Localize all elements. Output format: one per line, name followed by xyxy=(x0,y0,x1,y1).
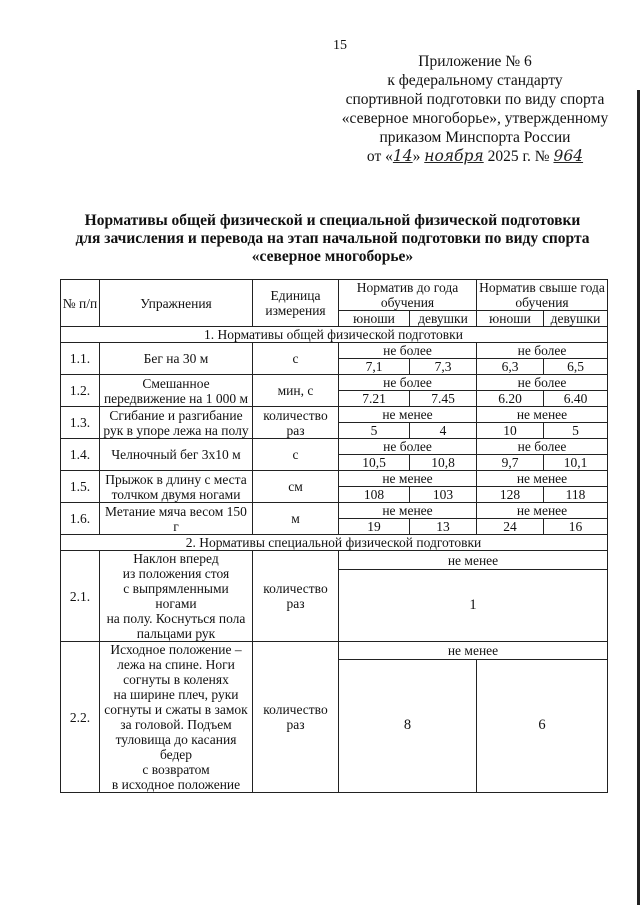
row-condition: не менее xyxy=(339,551,608,570)
value-before-boys: 7.21 xyxy=(339,391,410,407)
value-all: 1 xyxy=(339,570,608,642)
section-title: 2. Нормативы специальной физической подготовки xyxy=(61,535,608,551)
row-num: 1.4. xyxy=(61,439,100,471)
value-after-girls: 118 xyxy=(544,487,608,503)
value-after-girls: 10,1 xyxy=(544,455,608,471)
row-condition: не менее xyxy=(339,471,477,487)
header-group-before: Норматив до года обучения xyxy=(339,280,477,311)
section-title: 1. Нормативы общей физической подготовки xyxy=(61,327,608,343)
row-condition: не более xyxy=(339,439,477,455)
row-condition: не менее xyxy=(477,471,608,487)
appendix-header xyxy=(330,52,620,166)
row-condition: не более xyxy=(477,343,608,359)
row-unit: мин, с xyxy=(253,375,339,407)
exercise-line: туловища до касания бедер xyxy=(115,732,237,762)
header-boys: юноши xyxy=(339,311,410,327)
row-exercise: Метание мяча весом 150 г xyxy=(100,503,253,535)
exercise-line: из положения стоя xyxy=(122,566,230,581)
row-num: 1.6. xyxy=(61,503,100,535)
row-exercise: Бег на 30 м xyxy=(100,343,253,375)
row-condition: не менее xyxy=(477,503,608,519)
exercise-line: лежа на спине. Ноги xyxy=(117,657,235,672)
value-after-all: 6 xyxy=(477,659,608,792)
value-after-boys: 24 xyxy=(477,519,544,535)
row-unit: количество раз xyxy=(253,551,339,642)
exercise-line: согнуты в коленях xyxy=(123,672,229,687)
header-girls: девушки xyxy=(410,311,477,327)
value-before-girls: 4 xyxy=(410,423,477,439)
row-condition: не менее xyxy=(339,503,477,519)
value-after-boys: 6.20 xyxy=(477,391,544,407)
header-num: № п/п xyxy=(61,280,100,327)
value-before-all: 8 xyxy=(339,659,477,792)
date-day-handwritten: 14 xyxy=(392,147,413,165)
exercise-line: на ширине плеч, руки xyxy=(113,687,239,702)
header-girls: девушки xyxy=(544,311,608,327)
date-month-handwritten: ноября xyxy=(424,147,484,165)
exercise-line: согнуты и сжаты в замок xyxy=(104,702,248,717)
exercise-line: с выпрямленными ногами xyxy=(123,581,229,611)
page-number: 15 xyxy=(333,38,347,53)
header-exercise: Упражнения xyxy=(100,280,253,327)
date-mid: » xyxy=(412,148,425,165)
date-prefix: от « xyxy=(366,148,393,165)
appendix-line: спортивной подготовки по виду спорта xyxy=(345,91,605,108)
exercise-line: Наклон вперед xyxy=(133,551,219,566)
value-after-boys: 10 xyxy=(477,423,544,439)
row-exercise: Смешанное передвижение на 1 000 м xyxy=(100,375,253,407)
row-condition: не более xyxy=(339,375,477,391)
appendix-line: к федеральному стандарту xyxy=(387,72,563,89)
row-num: 1.3. xyxy=(61,407,100,439)
title-line: Нормативы общей физической и специальной физической подготовки xyxy=(84,212,581,229)
exercise-line: с возвратом xyxy=(142,762,210,777)
header-boys: юноши xyxy=(477,311,544,327)
value-before-boys: 10,5 xyxy=(339,455,410,471)
value-after-boys: 6,3 xyxy=(477,359,544,375)
header-unit: Единица измерения xyxy=(253,280,339,327)
row-num: 1.5. xyxy=(61,471,100,503)
row-unit: м xyxy=(253,503,339,535)
row-unit: с xyxy=(253,343,339,375)
exercise-line: в исходное положение xyxy=(111,777,241,792)
appendix-line: Приложение № 6 xyxy=(418,53,532,70)
value-before-girls: 7,3 xyxy=(410,359,477,375)
row-unit: количество раз xyxy=(253,642,339,793)
value-before-boys: 7,1 xyxy=(339,359,410,375)
row-unit: количество раз xyxy=(253,407,339,439)
appendix-date-line xyxy=(330,147,620,166)
value-before-girls: 10,8 xyxy=(410,455,477,471)
title-line: для зачисления и перевода на этап начальной подготовки по виду спорта xyxy=(75,230,590,247)
value-before-girls: 7.45 xyxy=(410,391,477,407)
value-after-boys: 128 xyxy=(477,487,544,503)
appendix-line: «северное многоборье», утвержденному xyxy=(341,110,609,127)
row-condition: не менее xyxy=(339,407,477,423)
row-condition: не менее xyxy=(477,407,608,423)
exercise-line: на полу. Коснуться пола xyxy=(106,611,246,626)
row-exercise xyxy=(100,642,253,793)
value-after-girls: 5 xyxy=(544,423,608,439)
row-num: 1.2. xyxy=(61,375,100,407)
row-unit: см xyxy=(253,471,339,503)
value-after-girls: 6.40 xyxy=(544,391,608,407)
row-exercise xyxy=(100,551,253,642)
header-group-after: Норматив свыше года обучения xyxy=(477,280,608,311)
row-condition: не более xyxy=(477,439,608,455)
exercise-line: пальцами рук xyxy=(136,626,216,641)
row-condition: не менее xyxy=(339,642,608,660)
row-unit: с xyxy=(253,439,339,471)
value-after-girls: 16 xyxy=(544,519,608,535)
standards-table xyxy=(60,279,608,793)
document-title xyxy=(60,212,605,266)
date-year: 2025 г. № xyxy=(483,148,554,165)
row-exercise: Челночный бег 3х10 м xyxy=(100,439,253,471)
exercise-line: Исходное положение – xyxy=(110,642,242,657)
value-after-boys: 9,7 xyxy=(477,455,544,471)
value-before-boys: 19 xyxy=(339,519,410,535)
title-line: «северное многоборье» xyxy=(251,248,414,265)
value-before-girls: 13 xyxy=(410,519,477,535)
value-after-girls: 6,5 xyxy=(544,359,608,375)
value-before-boys: 5 xyxy=(339,423,410,439)
row-condition: не более xyxy=(339,343,477,359)
row-num: 2.2. xyxy=(61,642,100,793)
exercise-line: за головой. Подъем xyxy=(120,717,232,732)
row-num: 2.1. xyxy=(61,551,100,642)
row-exercise: Сгибание и разгибание рук в упоре лежа на полу xyxy=(100,407,253,439)
order-number-handwritten: 964 xyxy=(553,147,584,165)
row-condition: не более xyxy=(477,375,608,391)
value-before-girls: 103 xyxy=(410,487,477,503)
value-before-boys: 108 xyxy=(339,487,410,503)
row-exercise: Прыжок в длину с места толчком двумя ногами xyxy=(100,471,253,503)
appendix-line: приказом Минспорта России xyxy=(379,129,571,146)
row-num: 1.1. xyxy=(61,343,100,375)
